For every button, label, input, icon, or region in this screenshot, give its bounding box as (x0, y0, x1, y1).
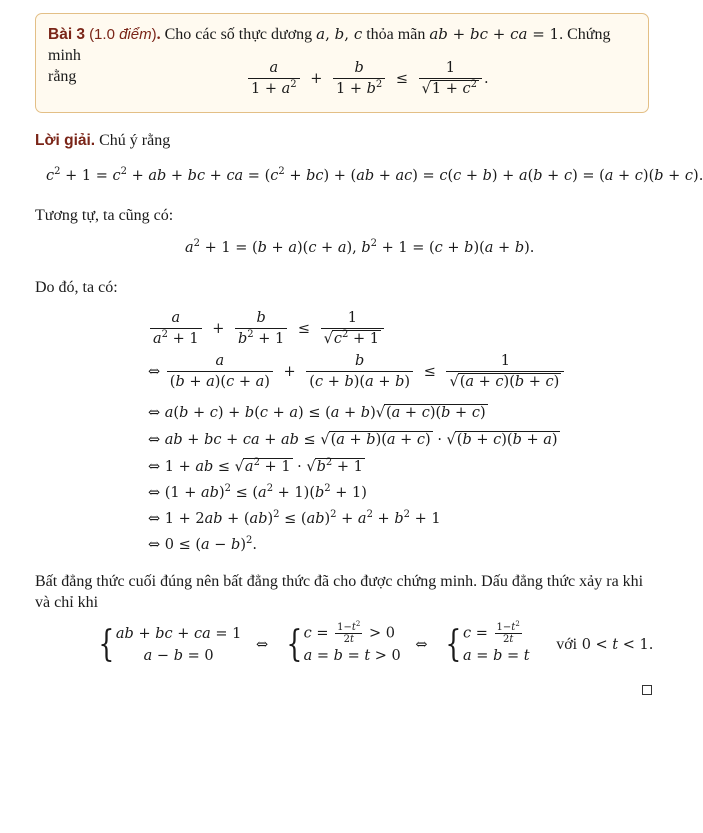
chain-step-1: $\frac{a}{a^2 + 1}$ + $\frac{b}{b^2 + 1}$ ≤ $\frac{1}{√c^2 + 1}$ (148, 310, 386, 348)
conclusion-line-2: và chỉ khi (35, 594, 99, 611)
chain-step-4: ⇔ ab + bc + ca + ab ≤ √(a + b)(a + c) · √(b + c)(b + a) (148, 432, 558, 448)
similar-line: Tương tự, ta cũng có: (35, 207, 174, 224)
equality-system: { ab + bc + ca = 1 a − b = 0 ⇔ { c = $\frac{1-t^2}{2t}$ > 0 a = b = t > 0 ⇔ { c = $\frac{1-t^2}{2t}$ a = b = t với 0 < t < 1. (95, 622, 653, 667)
chain-step-5: ⇔ 1 + ab ≤ $√a^2 + 1 \cdot √b^2 + 1$ (148, 457, 363, 475)
equation-c-squared: $c^2 + 1 = c^2$ + ab + bc + ca = $(c^2 + bc) + (ab + ac) = c(c + b) + a(b + c) = (a + c)(b + c)$. (46, 166, 703, 184)
system-1: { ab + bc + ca = 1 a − b = 0 (98, 623, 242, 665)
problem-inequality: $\frac{a}{1 + a^2}$ + $\frac{b}{1 + b^2}$ ≤ $\frac{1}{√1 + c^2}$ . (246, 60, 489, 98)
qed-square-icon (642, 685, 652, 695)
solution-intro: Chú ý rằng (99, 132, 171, 149)
chain-step-7: ⇔ $1 + 2ab + (ab)^2 \le (ab)^2 + a^2 + b^2 + 1$ (148, 509, 441, 527)
chain-step-3: ⇔ a(b + c) + b(c + a) ≤ (a + b)√(a + c)(b + c) (148, 405, 486, 421)
hence-line: Do đó, ta có: (35, 279, 118, 296)
conclusion-line-1: Bất đẳng thức cuối đúng nên bất đẳng thức đã cho được chứng minh. Dấu đẳng thức xảy ra khi (35, 573, 644, 590)
with-word: với (556, 635, 578, 653)
chain-step-8: ⇔ $0 \le (a - b)^2$. (148, 535, 257, 553)
chain-step-6: ⇔ $(1 + ab)^2 \le (a^2 + 1)(b^2 + 1)$ (148, 483, 367, 501)
problem-label: Bài 3 (48, 26, 86, 43)
problem-box (35, 13, 649, 113)
chain-step-2: ⇔ $\frac{a}{(b + a)(c + a)}$ + $\frac{b}{(c + b)(a + b)}$ ≤ $\frac{1}{√(a + c)(b + c)}$ (148, 353, 566, 391)
problem-and: thỏa mãn (366, 26, 426, 43)
solution-label: Lời giải. (35, 132, 96, 149)
equation-a-b-squared: $a^2 + 1 = (b + a)(c + a)$, $b^2 + 1 = (c + b)(a + b)$. (185, 238, 535, 256)
system-2: { c = $\frac{1-t^2}{2t}$ > 0 a = b = t > 0 (286, 620, 401, 665)
problem-intro: Cho các số thực dương (164, 26, 313, 43)
problem-score: (1.0 điểm) (89, 26, 157, 43)
problem-statement: Bài 3 (1.0 điểm). Cho các số thực dương a, b, c thỏa mãn ab + bc + ca = 1. Chứng minh (48, 25, 611, 64)
system-3: { c = $\frac{1-t^2}{2t}$ a = b = t (445, 620, 530, 665)
solution-intro-line (35, 131, 170, 151)
problem-condition: ab (429, 25, 448, 43)
problem-line2: rằng (48, 68, 77, 85)
problem-vars: a (316, 25, 326, 43)
problem-end: . Chứng minh (48, 26, 611, 64)
